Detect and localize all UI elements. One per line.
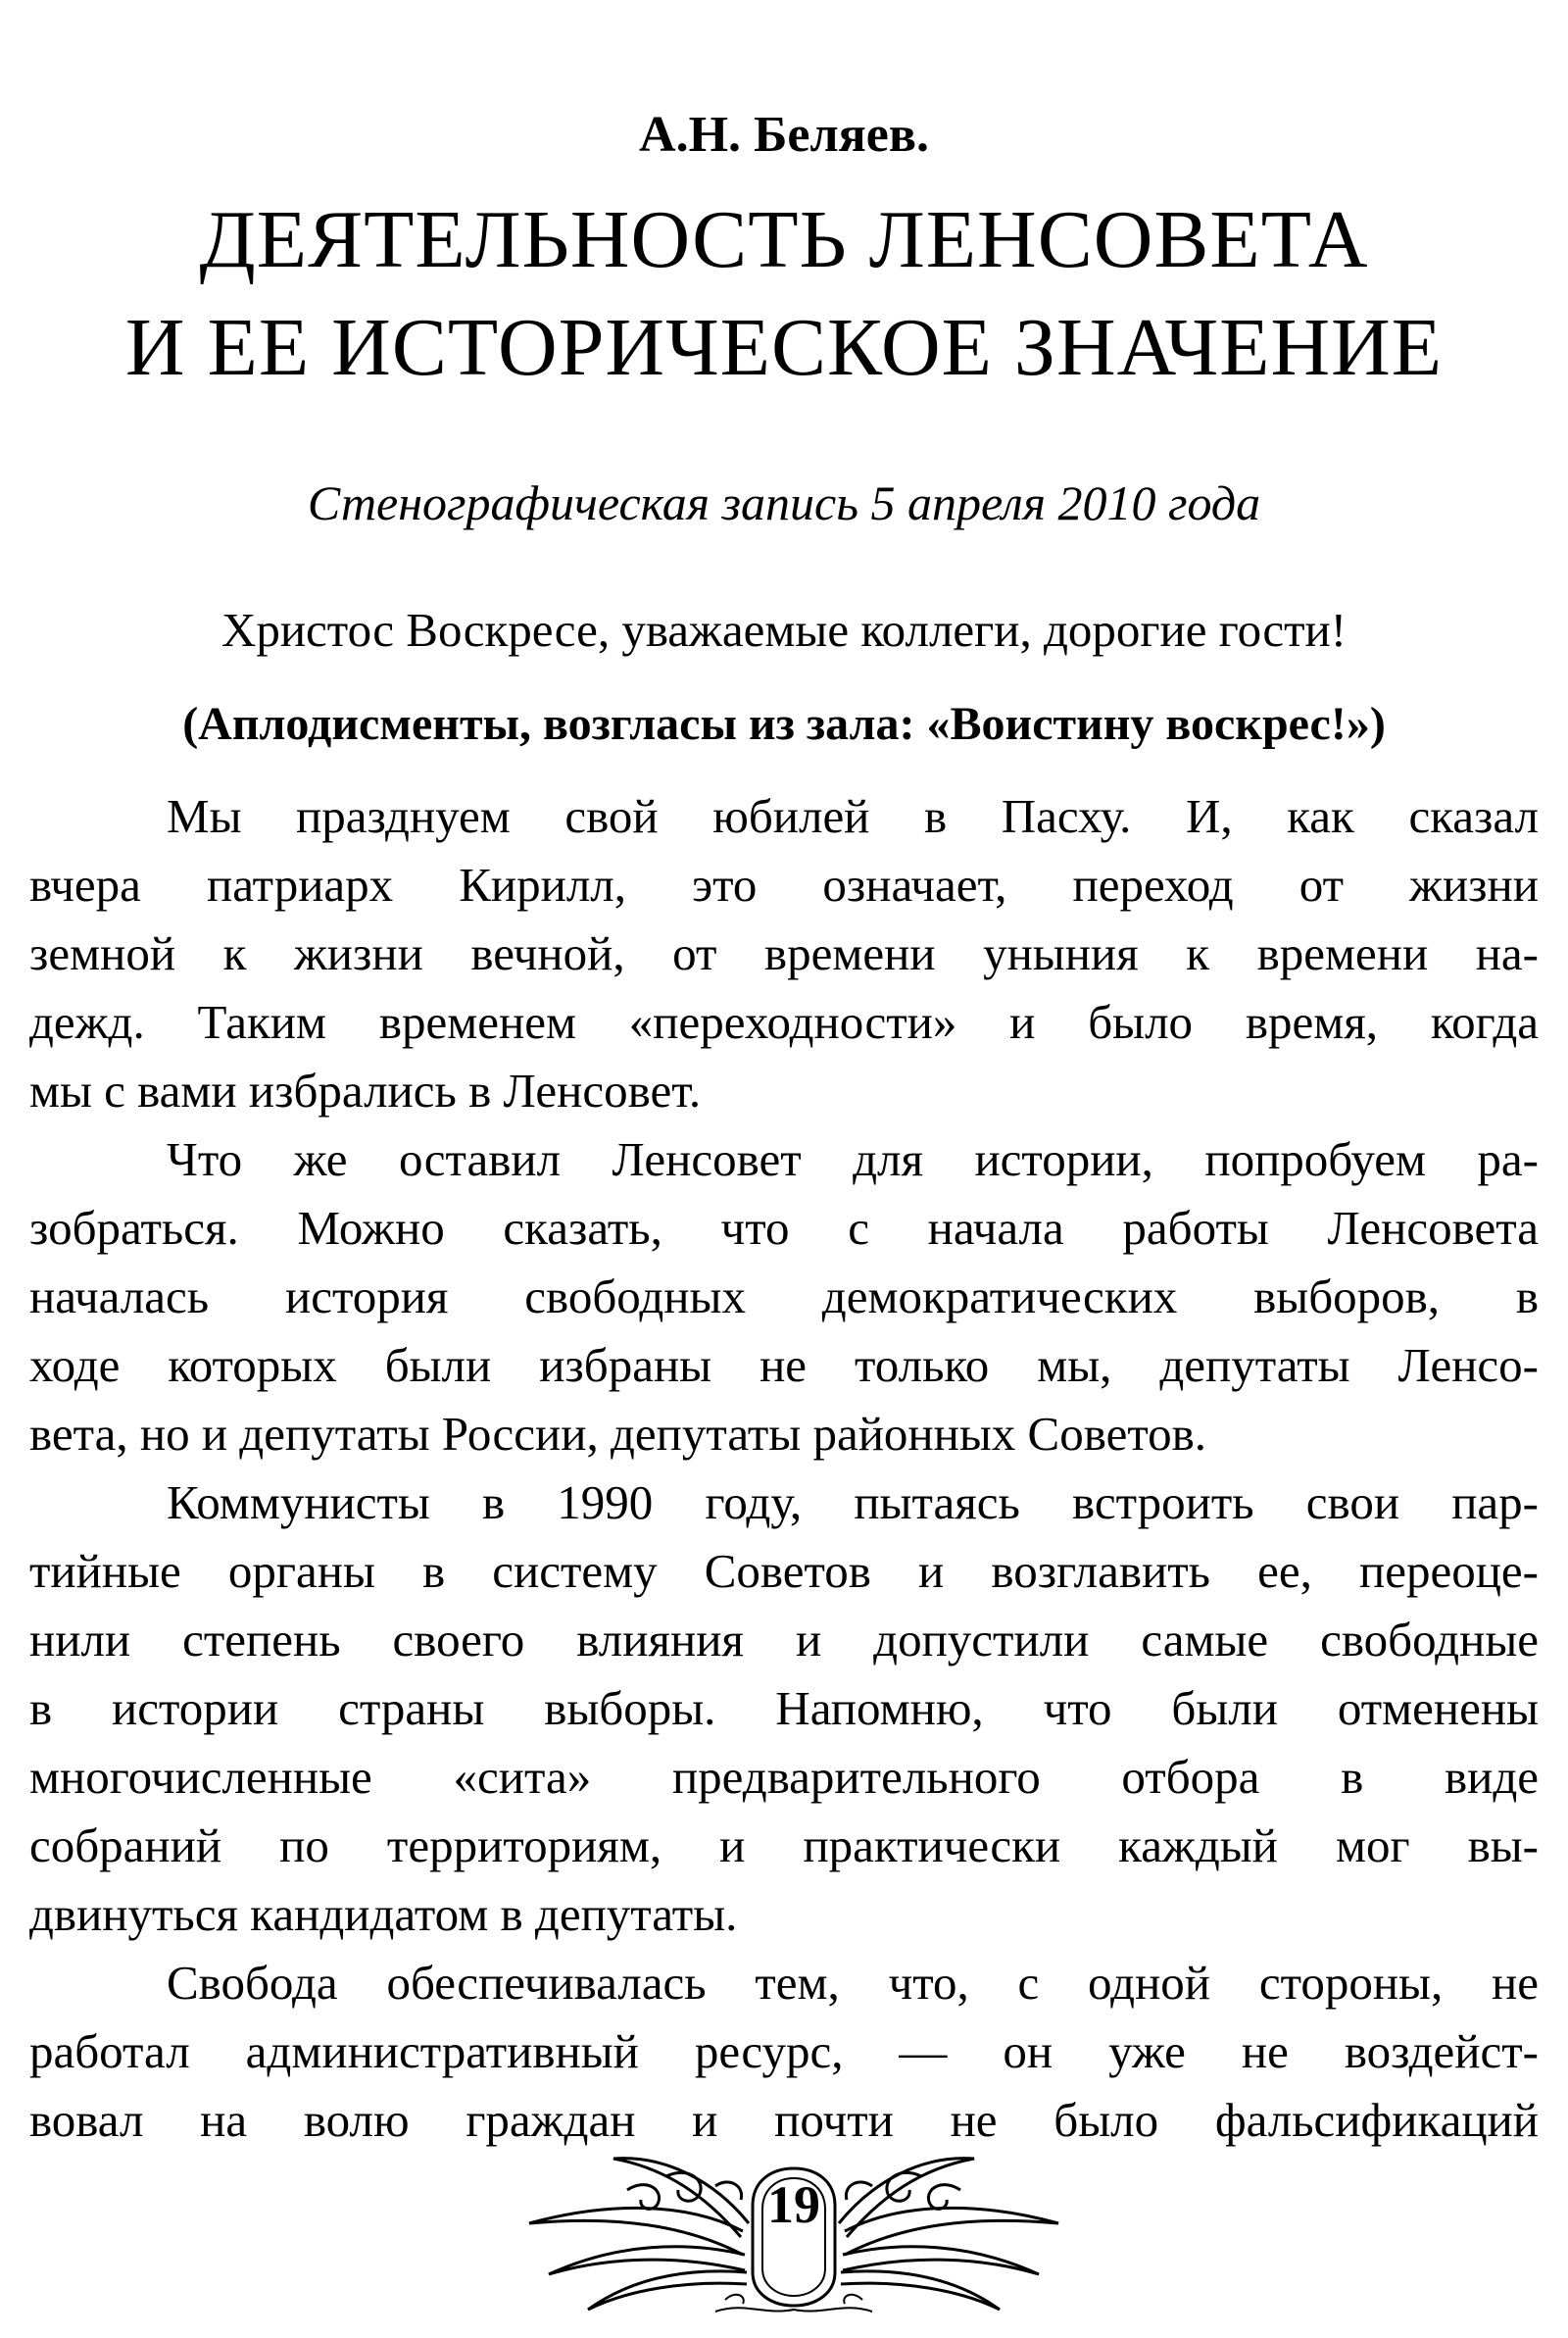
text-line: нили степень своего влияния и допустили самые свободные [29,1613,1539,1666]
text-line: ходе которых были избраны не только мы, депутаты Ленсо- [29,1338,1539,1392]
page-number-ornament [519,2108,1068,2323]
text-line: началась история свободных демократических выборов, в [29,1269,1539,1323]
text-line: Коммунисты в 1990 году, пытаясь встроить свои пар- [167,1475,1539,1529]
text-line: Свобода обеспечивалась тем, что, с одной стороны, не [167,1956,1539,2010]
paragraph [29,1468,1539,1949]
text-line: собраний по территориям, и практически каждый мог вы- [29,1818,1539,1872]
author-name: А.Н. Беляев. [639,107,929,163]
text-line: дежд. Таким временем «переходности» и было время, когда [29,995,1539,1049]
text-line: Что же оставил Ленсовет для истории, попробуем ра- [167,1132,1539,1186]
text-line: вета, но и депутаты России, депутаты районных Советов. [29,1407,1206,1461]
applause-note: (Аплодисменты, возгласы из зала: «Воистину воскрес!») [182,698,1386,750]
article-title [29,186,1539,402]
text-line: вчера патриарх Кирилл, это означает, переход от жизни [29,858,1539,912]
text-line: тийные органы в систему Советов и возглавить ее, переоце- [29,1544,1539,1598]
text-line: зобраться. Можно сказать, что с начала работы Ленсовета [29,1201,1539,1255]
text-line: в истории страны выборы. Напомню, что были отменены [29,1681,1539,1735]
paragraph [29,1125,1539,1468]
text-line: мы с вами избрались в Ленсовет. [29,1064,702,1118]
page-number: 19 [767,2175,820,2234]
title-line: И ЕЕ ИСТОРИЧЕСКОЕ ЗНАЧЕНИЕ [124,302,1444,393]
article-subtitle: Стенографическая запись 5 апреля 2010 года [307,475,1261,530]
text-line: работал административный ресурс, — он уже не воздейст- [29,2024,1539,2078]
text-line: вовал на волю граждан и почти не было фальсификаций [29,2093,1539,2147]
text-line: Мы празднуем свой юбилей в Пасху. И, как сказал [167,789,1539,843]
greeting-line: Христос Воскресе, уважаемые коллеги, дорогие гости! [220,603,1348,657]
text-line: многочисленные «сита» предварительного отбора в виде [29,1750,1539,1804]
article-body [29,782,1539,2155]
paragraph [29,782,1539,1125]
title-line: ДЕЯТЕЛЬНОСТЬ ЛЕНСОВЕТА [199,194,1369,285]
document-page [29,0,1539,2338]
text-line: двинуться кандидатом в депутаты. [29,1887,738,1941]
text-line: земной к жизни вечной, от времени уныния к времени на- [29,926,1539,980]
